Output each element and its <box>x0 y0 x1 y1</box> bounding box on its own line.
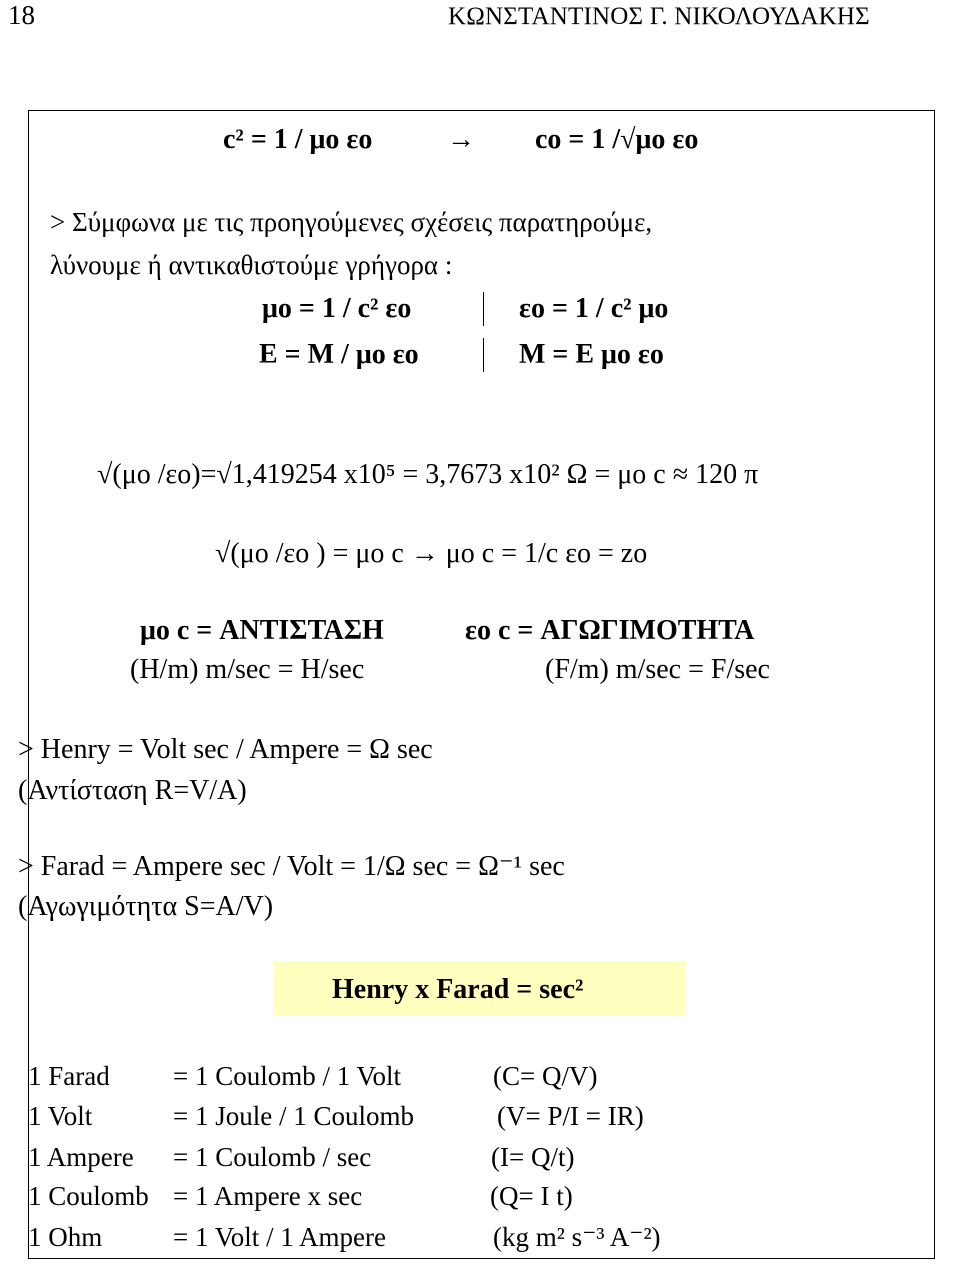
relation-m-field: Μ = Ε μο εο <box>519 339 664 370</box>
formula-cell: (kg m² s⁻³ A⁻²) <box>493 1222 661 1252</box>
equals-cell: = 1 Coulomb / 1 Volt <box>173 1061 402 1091</box>
intro-line-1: > Σύμφωνα με τις προηγούμενες σχέσεις παρατηρούμε, <box>50 207 653 237</box>
formula-cell: (V= P/I = IR) <box>497 1101 644 1131</box>
intro-line-2: λύνουμε ή αντικαθιστούμε γρήγορα : <box>50 250 453 280</box>
equation-c-squared-text: c² = 1 / μο εο <box>223 124 373 155</box>
henry-farad-product: Henry x Farad = sec² <box>332 974 584 1005</box>
equation-c-zero: cο = 1 /√μο εο <box>535 124 699 155</box>
impedance-line-2: √(μο /εο ) = μο c → μο c = 1/c εο = zο <box>215 538 648 569</box>
impedance-line-1: √(μο /εο)=√1,419254 x10⁵ = 3,7673 x10² Ω = μο c ≈ 120 π <box>97 459 759 490</box>
equation-c-squared <box>223 126 372 154</box>
unit-cell: 1 Ampere <box>28 1142 134 1172</box>
formula-cell: (Q= I t) <box>490 1181 573 1211</box>
page-number: 18 <box>8 0 35 30</box>
conductance-units: (F/m) m/sec = F/sec <box>545 654 770 685</box>
henry-note: (Αντίσταση R=V/A) <box>18 775 247 806</box>
equals-cell: = 1 Volt / 1 Ampere <box>173 1222 386 1252</box>
formula-cell: (C= Q/V) <box>493 1061 598 1091</box>
unit-cell: 1 Ohm <box>28 1222 103 1252</box>
resistance-title: μο c = ΑΝΤΙΣΤΑΣΗ <box>140 615 384 646</box>
relation-epsilon-zero: εο = 1 / c² μο <box>519 293 669 324</box>
unit-cell: 1 Volt <box>28 1101 93 1131</box>
separator-2 <box>483 338 484 372</box>
unit-cell: 1 Coulomb <box>28 1181 149 1211</box>
header-author: ΚΩΝΣΤΑΝΤΙΝΟΣ Γ. ΝΙΚΟΛΟΥΔΑΚΗΣ <box>448 3 870 30</box>
formula-cell: (I= Q/t) <box>491 1142 575 1172</box>
equals-cell: = 1 Coulomb / sec <box>173 1142 372 1172</box>
equals-cell: = 1 Joule / 1 Coulomb <box>173 1101 414 1131</box>
resistance-units: (H/m) m/sec = H/sec <box>130 654 365 685</box>
conductance-title: εο c = ΑΓΩΓΙΜΟΤΗΤΑ <box>465 615 755 646</box>
unit-cell: 1 Farad <box>28 1061 110 1091</box>
farad-definition: > Farad = Ampere sec / Volt = 1/Ω sec = Ω⁻¹ sec <box>18 851 565 882</box>
relation-mu-zero: μο = 1 / c² εο <box>262 293 412 324</box>
separator-1 <box>483 292 484 326</box>
farad-note: (Αγωγιμότητα S=A/V) <box>18 891 274 922</box>
arrow-symbol: → <box>447 124 475 155</box>
equals-cell: = 1 Ampere x sec <box>173 1181 363 1211</box>
henry-definition: > Henry = Volt sec / Ampere = Ω sec <box>18 734 433 765</box>
relation-e-field: Ε = Μ / μο εο <box>259 339 419 370</box>
